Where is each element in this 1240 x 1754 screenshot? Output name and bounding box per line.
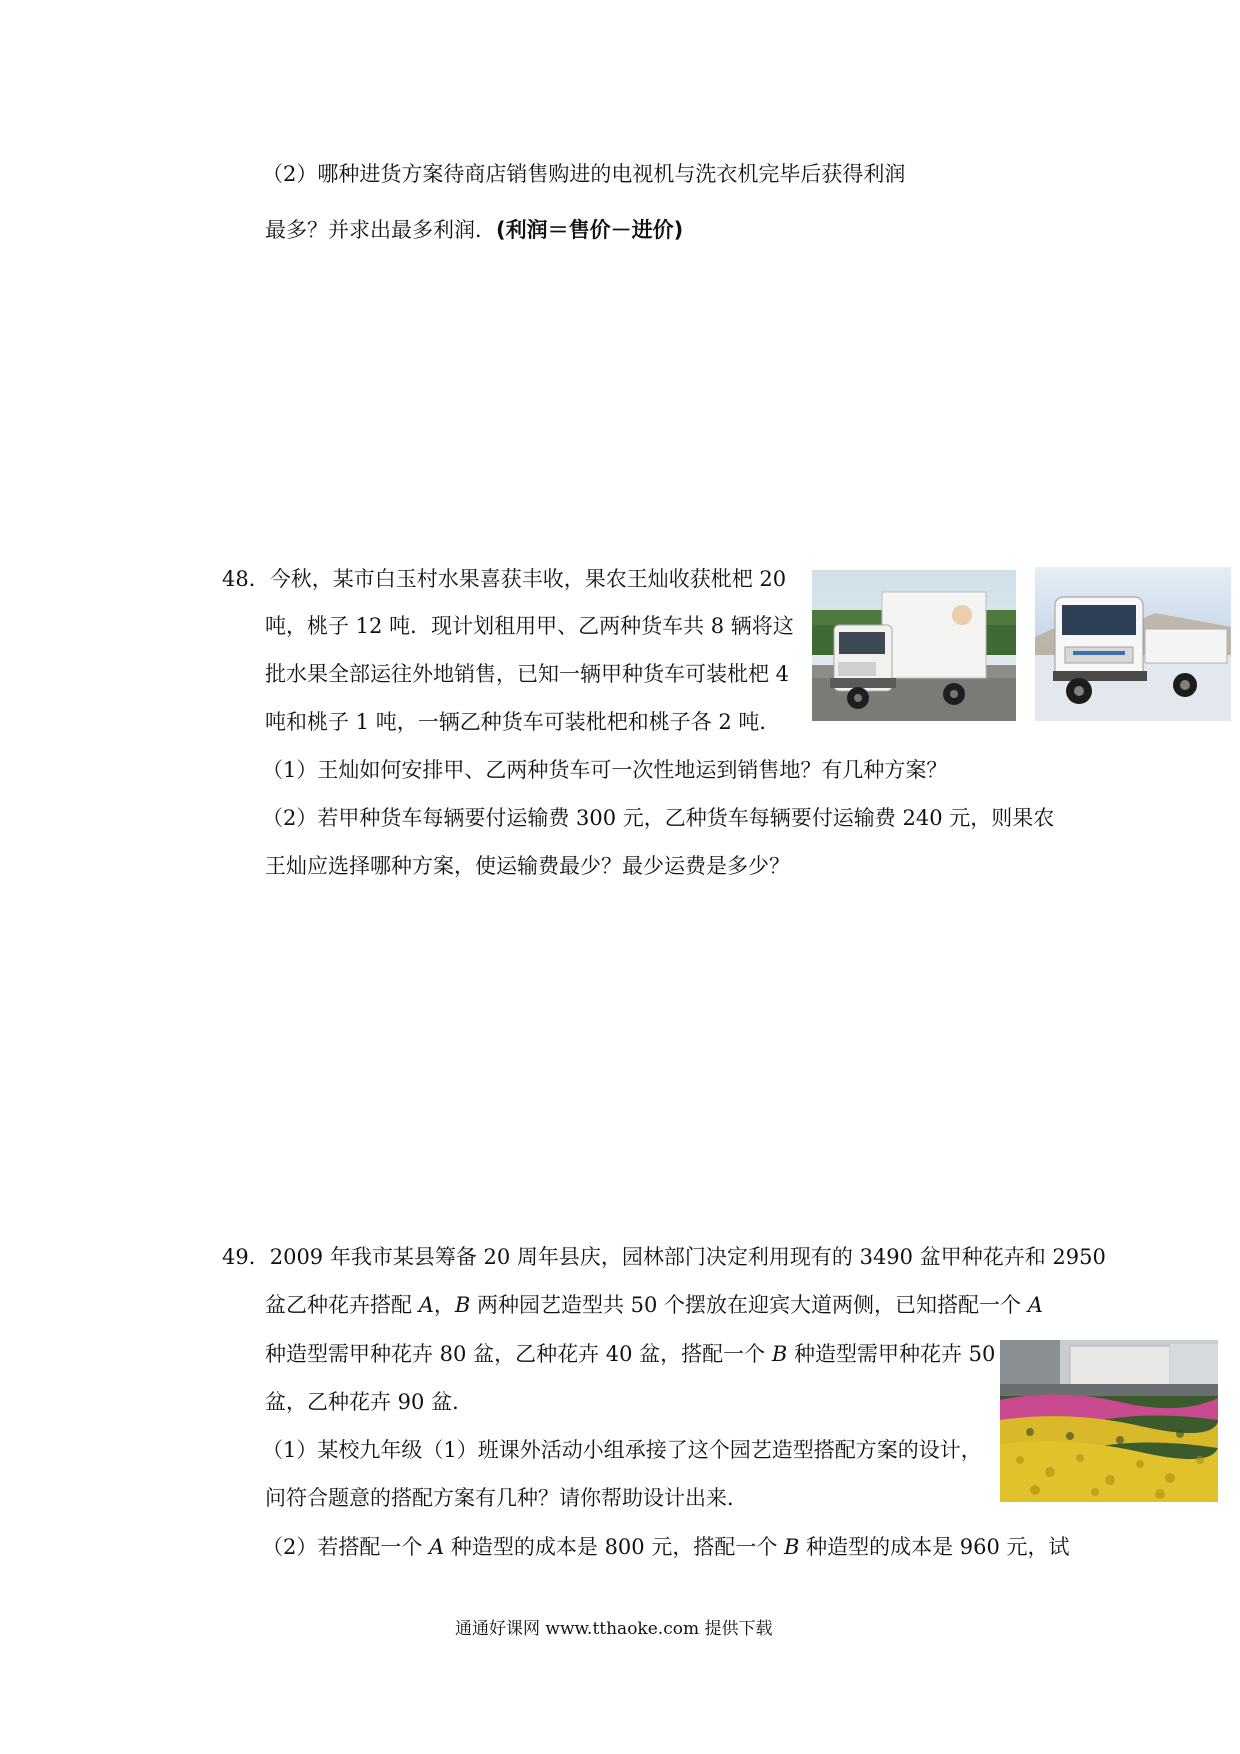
q49-line2-rest: 两种园艺造型共 50 个摆放在迎宾大道两侧，已知搭配一个 — [470, 1293, 1028, 1317]
q47-part2-text: 最多？并求出最多利润． — [265, 218, 496, 242]
q49-part1-line2: 问符合题意的搭配方案有几种？请你帮助设计出来． — [265, 1486, 748, 1510]
q49-line2-text: 盆乙种花卉搭配 — [265, 1293, 419, 1317]
q49-line4: 盆，乙种花卉 90 盆． — [265, 1390, 474, 1414]
q49-part2-rest: 种造型的成本是 960 元，试 — [799, 1535, 1070, 1559]
q47-part2-line2 — [265, 216, 683, 244]
flower-garden-photo — [1000, 1340, 1218, 1502]
q49-line3-rest: 种造型需甲种花卉 50 — [787, 1342, 996, 1366]
q49-part2-text: （2）若搭配一个 — [262, 1535, 430, 1559]
q47-profit-formula: (利润＝售价－进价) — [496, 218, 684, 242]
var-b: B — [454, 1293, 471, 1317]
q48-line3: 批水果全部运往外地销售，已知一辆甲种货车可装枇杷 4 — [265, 662, 790, 686]
var-b: B — [784, 1535, 800, 1559]
q48-line2: 吨，桃子 12 吨．现计划租用甲、乙两种货车共 8 辆将这 — [265, 614, 794, 638]
flatbed-truck-photo — [1035, 567, 1231, 721]
q47-part2-line1: （2）哪种进货方案待商店销售购进的电视机与洗衣机完毕后获得利润 — [262, 162, 906, 186]
box-truck-photo — [812, 570, 1016, 721]
q48-part2-line1: （2）若甲种货车每辆要付运输费 300 元，乙种货车每辆要付运输费 240 元，则果农 — [262, 806, 1055, 830]
q49-part1-line1: （1）某校九年级（1）班课外活动小组承接了这个园艺造型搭配方案的设计， — [262, 1438, 982, 1462]
q49-line3 — [265, 1340, 995, 1368]
q48-line4: 吨和桃子 1 吨，一辆乙种货车可装枇杷和桃子各 2 吨． — [265, 710, 781, 734]
q49-line2 — [265, 1291, 1043, 1319]
page-footer: 通通好课网 www.tthaoke.com 提供下载 — [455, 1619, 773, 1639]
var-a: A — [418, 1293, 434, 1317]
q49-line1: 49．2009 年我市某县筹备 20 周年县庆，园林部门决定利用现有的 3490 盆甲种花卉和 2950 — [222, 1245, 1106, 1269]
q48-part1: （1）王灿如何安排甲、乙两种货车可一次性地运到销售地？有几种方案？ — [262, 758, 948, 782]
var-a: A — [1027, 1293, 1043, 1317]
q49-line3-text: 种造型需甲种花卉 80 盆，乙种花卉 40 盆，搭配一个 — [265, 1342, 772, 1366]
q49-part2-line1 — [262, 1533, 1070, 1561]
var-b: B — [771, 1342, 788, 1366]
q48-part2-line2: 王灿应选择哪种方案，使运输费最少？最少运费是多少？ — [265, 854, 790, 878]
var-a: A — [429, 1535, 445, 1559]
q49-line2-comma: ， — [433, 1293, 455, 1317]
q48-line1: 48．今秋，某市白玉村水果喜获丰收，果农王灿收获枇杷 20 — [222, 567, 787, 591]
q49-part2-mid: 种造型的成本是 800 元，搭配一个 — [444, 1535, 785, 1559]
